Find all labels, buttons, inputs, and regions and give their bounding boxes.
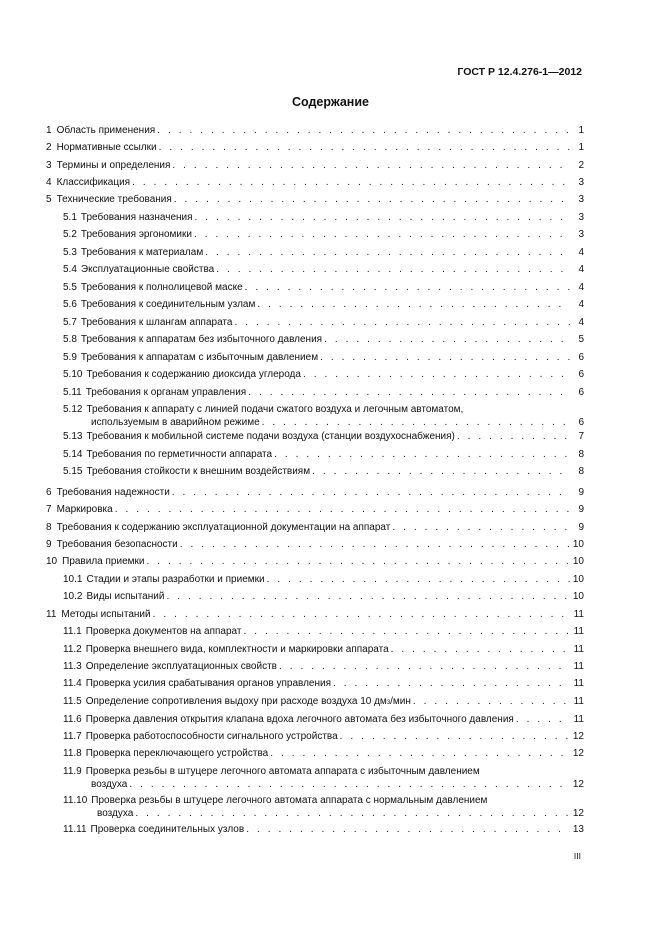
toc-entry[interactable] [46, 591, 584, 603]
toc-page-number: 11 [573, 644, 584, 655]
toc-title: Проверка работоспособности сигнального устройства [85, 731, 338, 742]
document-code-header: ГОСТ Р 12.4.276-1—2012 [457, 66, 582, 78]
toc-entry[interactable] [46, 282, 584, 294]
toc-page-number: 3 [578, 229, 584, 240]
toc-number: 7 [46, 504, 52, 515]
toc-page-number: 4 [578, 264, 584, 275]
toc-entry[interactable] [46, 264, 584, 276]
toc-entry[interactable] [46, 824, 584, 836]
toc-entry[interactable] [46, 125, 584, 137]
toc-page-number: 11 [573, 609, 584, 620]
toc-leader-dots [392, 522, 570, 534]
toc-page-number: 8 [578, 466, 584, 477]
toc-leader-dots [457, 431, 570, 443]
toc-number: 5.3 [63, 247, 77, 258]
toc-page-number: 11 [573, 661, 584, 672]
toc-page-number: 10 [572, 574, 584, 585]
toc-entry[interactable] [46, 522, 584, 534]
toc-page-number: 12 [572, 779, 584, 790]
toc-page-number: 9 [578, 522, 584, 533]
toc-title: Проверка документов на аппарат [85, 626, 242, 637]
toc-leader-dots [267, 574, 570, 586]
toc-number: 1 [46, 125, 52, 136]
toc-leader-dots [180, 539, 570, 551]
toc-entry[interactable] [46, 795, 584, 820]
toc-leader-dots [135, 808, 570, 820]
toc-number: 5.14 [63, 449, 83, 460]
toc-title: Проверка давления открытия клапана вдоха легочного автомата без избыточного давления [85, 714, 514, 725]
toc-entry[interactable] [46, 748, 584, 760]
toc-title: Требования к мобильной системе подачи воздуха (станции воздухоснабжения) [86, 431, 455, 442]
toc-leader-dots [246, 824, 570, 836]
toc-page-number: 9 [578, 504, 584, 515]
toc-number: 11.3 [63, 661, 82, 672]
toc-title: Проверка соединительных узлов [90, 824, 245, 835]
toc-leader-dots [248, 387, 570, 399]
toc-title: Проверка резьбы в штуцере легочного автомата аппарата с нормальным давлением [91, 795, 488, 806]
toc-leader-dots [205, 247, 570, 259]
toc-title: Нормативные ссылки [56, 142, 157, 153]
toc-number: 3 [46, 160, 52, 171]
toc-number: 11.2 [63, 644, 82, 655]
toc-number: 6 [46, 487, 52, 498]
toc-title: Требования эргономики [80, 229, 192, 240]
toc-leader-dots [172, 487, 570, 499]
toc-leader-dots [216, 264, 570, 276]
toc-title: Требования к органам управления [85, 387, 247, 398]
toc-entry[interactable] [46, 431, 584, 443]
toc-leader-dots [303, 369, 570, 381]
toc-page-number: 7 [578, 431, 584, 442]
toc-page-number: 3 [578, 177, 584, 188]
toc-number: 4 [46, 177, 52, 188]
toc-entry[interactable] [46, 626, 584, 638]
toc-page-number: 13 [572, 824, 584, 835]
toc-number: 5.11 [63, 387, 82, 398]
toc-leader-dots [279, 661, 570, 673]
toc-entry[interactable] [46, 229, 584, 241]
toc-entry[interactable] [46, 539, 584, 551]
toc-entry[interactable] [46, 404, 584, 429]
toc-number: 5.1 [63, 212, 77, 223]
toc-title: Требования к материалам [80, 247, 204, 258]
toc-number: 5.13 [63, 431, 83, 442]
toc-page-number: 11 [573, 714, 584, 725]
toc-entry[interactable] [46, 317, 584, 329]
toc-leader-dots [257, 299, 570, 311]
toc-entry[interactable] [46, 714, 584, 726]
toc-title: Требования к полнолицевой маске [80, 282, 243, 293]
toc-number: 9 [46, 539, 52, 550]
toc-number: 11.10 [63, 795, 88, 806]
toc-page-number: 8 [578, 449, 584, 460]
page-title: Содержание [291, 95, 369, 109]
toc-number: 5.6 [63, 299, 77, 310]
toc-entry[interactable] [46, 177, 584, 189]
toc-page-number: 11 [573, 696, 584, 707]
toc-title: Определение эксплуатационных свойств [85, 661, 277, 672]
toc-number: 11.1 [63, 626, 82, 637]
toc-title: Требования к содержанию диоксида углерода [86, 369, 301, 380]
toc-leader-dots [340, 731, 570, 743]
toc-page-number: 5 [578, 334, 584, 345]
toc-entry[interactable] [46, 574, 584, 586]
toc-leader-dots [159, 142, 570, 154]
toc-page-number: 6 [578, 387, 584, 398]
toc-leader-dots [115, 504, 570, 516]
toc-number: 5.12 [63, 404, 83, 415]
toc-page-number: 6 [578, 417, 584, 428]
toc-page-number: 10 [572, 556, 584, 567]
toc-leader-dots [413, 696, 570, 708]
toc-title: Требования к содержанию эксплуатационной документации на аппарат [56, 522, 391, 533]
toc-leader-dots [516, 714, 570, 726]
toc-leader-dots [320, 352, 570, 364]
toc-entry[interactable] [46, 194, 584, 206]
toc-title: Требования назначения [80, 212, 193, 223]
toc-number: 5.4 [63, 264, 77, 275]
toc-entry[interactable] [46, 487, 584, 499]
toc-title: Проверка внешнего вида, комплектности и маркировки аппарата [85, 644, 389, 655]
toc-leader-dots [245, 282, 570, 294]
toc-number: 5.10 [63, 369, 83, 380]
toc-title-suffix: /мин [390, 696, 411, 707]
toc-leader-dots [274, 449, 570, 461]
toc-leader-dots [157, 125, 570, 137]
toc-entry[interactable] [46, 160, 584, 172]
toc-number: 2 [46, 142, 52, 153]
toc-number: 10.1 [63, 574, 83, 585]
toc-number: 11.7 [63, 731, 82, 742]
toc-entry[interactable] [46, 352, 584, 364]
toc-entry[interactable]: 11.5 Определение сопротивления выдоху при расходе воздуха 10 дм 3 /мин . . . 11 [46, 696, 584, 708]
toc-title: Требования к аппаратам без избыточного давления [80, 334, 323, 345]
toc-number: 10.2 [63, 591, 83, 602]
toc-entry[interactable] [46, 247, 584, 259]
toc-page-number: 3 [578, 194, 584, 205]
toc-leader-dots [333, 678, 570, 690]
toc-title: Требования к шлангам аппарата [80, 317, 233, 328]
toc-entry[interactable] [46, 466, 584, 478]
toc-title: Требования надежности [56, 487, 170, 498]
toc-number: 10 [46, 556, 58, 567]
toc-entry[interactable] [46, 766, 584, 791]
toc-title: Требования стойкости к внешним воздействиям [86, 466, 311, 477]
toc-title: Правила приемки [62, 556, 145, 567]
toc-page-number: 4 [578, 299, 584, 310]
page-number: III [573, 851, 581, 861]
toc-title: Проверка резьбы в штуцере легочного автомата аппарата с избыточным давлением [85, 766, 480, 777]
toc-number: 11.4 [63, 678, 82, 689]
toc-entry[interactable] [46, 556, 584, 568]
toc-leader-dots [243, 626, 570, 638]
toc-number: 5.9 [63, 352, 77, 363]
toc-title: Требования к аппаратам с избыточным давлением [80, 352, 319, 363]
toc-leader-dots [391, 644, 570, 656]
toc-number: 8 [46, 522, 52, 533]
toc-number: 5.2 [63, 229, 77, 240]
toc-page-number: 10 [572, 539, 584, 550]
toc-title: Методы испытаний [61, 609, 151, 620]
toc-entry[interactable] [46, 644, 584, 656]
toc-title: Определение сопротивления выдоху при расходе воздуха 10 дм [85, 696, 387, 707]
toc-entry[interactable] [46, 609, 584, 621]
toc-page-number: 4 [578, 282, 584, 293]
toc-title: Требования к соединительным узлам [80, 299, 256, 310]
toc-page-number: 6 [578, 352, 584, 363]
toc-title: Эксплуатационные свойства [80, 264, 215, 275]
toc-entry[interactable] [46, 334, 584, 346]
toc-leader-dots [194, 229, 570, 241]
toc-number: 5.15 [63, 466, 83, 477]
toc-page-number: 1 [578, 125, 584, 136]
toc-title-continued: воздуха [91, 779, 128, 790]
toc-title: Маркировка [56, 504, 113, 515]
toc-number: 5.7 [63, 317, 77, 328]
toc-title: Требования к аппарату с линией подачи сжатого воздуха и легочным автоматом, [86, 404, 464, 415]
toc-leader-dots [195, 212, 570, 224]
toc-leader-dots [153, 609, 570, 621]
toc-page-number: 12 [572, 748, 584, 759]
toc-leader-dots [146, 556, 570, 568]
toc-entry[interactable] [46, 212, 584, 224]
toc-title-continued: используемым в аварийном режиме [91, 417, 260, 428]
toc-page-number: 9 [578, 487, 584, 498]
toc-title: Классификация [56, 177, 131, 188]
toc-page-number: 2 [578, 160, 584, 171]
toc-page-number: 12 [572, 808, 584, 819]
toc-number: 5.8 [63, 334, 77, 345]
toc-title: Термины и определения [56, 160, 171, 171]
toc-entry[interactable] [46, 449, 584, 461]
toc-title-continued: воздуха [97, 808, 134, 819]
toc-page-number: 11 [573, 626, 584, 637]
toc-entry[interactable] [46, 299, 584, 311]
toc-title: Проверка переключающего устройства [85, 748, 269, 759]
toc-leader-dots [166, 591, 570, 603]
toc-number: 11.9 [63, 766, 82, 777]
toc-title: Проверка усилия срабатывания органов управления [85, 678, 332, 689]
toc-leader-dots [132, 177, 570, 189]
toc-number: 11 [46, 609, 57, 620]
toc-leader-dots [324, 334, 570, 346]
toc-entry[interactable] [46, 387, 584, 399]
toc-title: Стадии и этапы разработки и приемки [86, 574, 265, 585]
toc-page-number: 12 [572, 731, 584, 742]
toc-page-number: 4 [578, 247, 584, 258]
toc-page-number: 10 [572, 591, 584, 602]
toc-leader-dots [172, 160, 570, 172]
toc-page-number: 1 [578, 142, 584, 153]
toc-page-number: 6 [578, 369, 584, 380]
toc-title: Виды испытаний [86, 591, 165, 602]
toc-number: 11.8 [63, 748, 82, 759]
toc-entry[interactable] [46, 678, 584, 690]
toc-leader-dots [262, 417, 570, 429]
toc-page-number: 11 [573, 678, 584, 689]
toc-entry[interactable] [46, 504, 584, 516]
toc-leader-dots [312, 466, 570, 478]
toc-title: Область применения [56, 125, 156, 136]
toc-number: 5 [46, 194, 52, 205]
toc-number: 11.11 [63, 824, 87, 835]
toc-entry[interactable] [46, 369, 584, 381]
toc-number: 11.6 [63, 714, 82, 725]
toc-leader-dots [270, 748, 570, 760]
toc-title: Технические требования [56, 194, 172, 205]
toc-leader-dots [174, 194, 570, 206]
toc-leader-dots [129, 779, 570, 791]
toc-title: Требования безопасности [56, 539, 178, 550]
toc-page-number: 3 [578, 212, 584, 223]
toc-leader-dots [234, 317, 570, 329]
toc-entry[interactable] [46, 661, 584, 673]
toc-number: 5.5 [63, 282, 77, 293]
toc-title: Требования по герметичности аппарата [86, 449, 273, 460]
toc-entry[interactable] [46, 731, 584, 743]
toc-number: 11.5 [63, 696, 82, 707]
toc-entry[interactable] [46, 142, 584, 154]
toc-page-number: 4 [578, 317, 584, 328]
